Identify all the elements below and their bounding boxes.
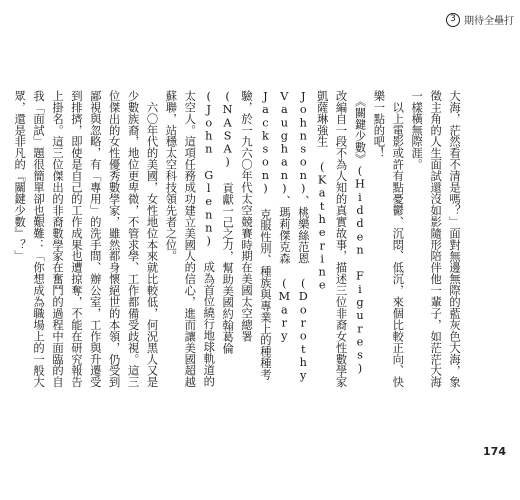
chapter-number-badge: 3: [446, 13, 460, 27]
paragraph-3: [161, 90, 369, 395]
paragraph-text: 《關鍵少數》(Hidden Figures) 改編自一段不為人知的真實故事，描述三位非裔女性數學家凱薩琳強生 (Katherine Johnson)、桃樂絲范恩 (Dorothy Vaughan)、瑪莉傑克森 (Mary Jackson) 克服性別、種族與專業上的種種考驗，於一九六〇年代太空競賽時期在美國太空總署 (NASA) 貢獻一己之力，幫助美國約翰葛倫 (John Glenn) 成為首位繞行地球軌道的太空人。這項任務成功建立美國人的信心，進而讓美國超越蘇聯，站穩太空科技領先者之位。: [164, 90, 367, 388]
paragraph-text: 以上電影或許有點憂鬱、沉悶、低沉，來個比較正向、快樂一點的吧！: [372, 90, 405, 388]
paragraph-1: [406, 90, 463, 395]
paragraph-text: 六〇年代的美國，女性地位本來就比較低，何況黑人又是少數族裔，地位更卑微，不管求學、工作都備受歧視。這三位傑出的女性優秀數學家，雖然都身懷絕世的本領，仍受到鄙視與忽略，有「專用」的洗手間、辦公室，工作與升遷受到排擠，即使是自己的工作成果也遭掠奪，不能在研究報告上掛名。這三位傑出的非裔數學家在奮鬥的過程中面臨的自我「面試」題很簡單卻也艱難：「你想成為職場上的一般大眾，還是非凡的『關鍵少數』？」: [13, 90, 159, 388]
paragraph-2: [368, 90, 406, 395]
paragraph-text: 面對無邊無際的藍灰色大海，象徵主角的人生面試還沒如影隨形陪伴他一輩子，如茫茫大海一樣橫無際涯。: [410, 90, 461, 388]
quote-text: 大海，茫然看不清是嗎？」: [448, 90, 461, 228]
chapter-header: [446, 12, 514, 27]
paragraph-4: [9, 90, 160, 395]
chapter-title: 期待全壘打: [464, 16, 514, 27]
body-text: [13, 90, 463, 395]
page-number: 174: [483, 445, 506, 458]
